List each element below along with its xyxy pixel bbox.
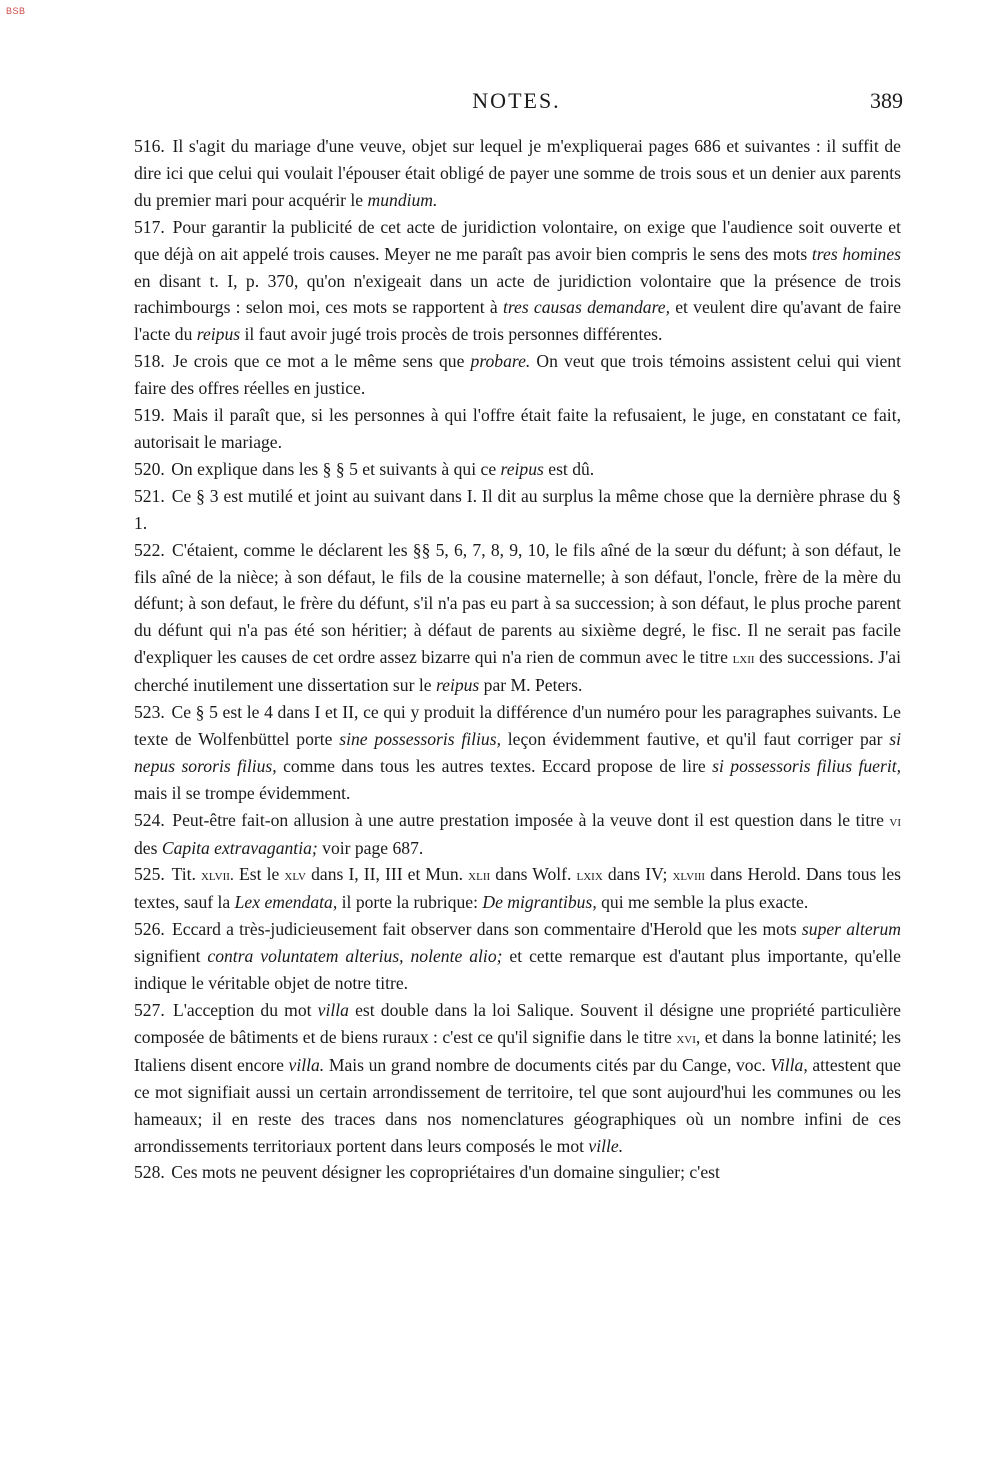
note-italic-text: mundium. (367, 189, 438, 210)
note-text: On veut que trois témoins assistent celui qui vient faire des offres réelles en justice. (134, 351, 901, 399)
note-number: 520. (134, 458, 165, 479)
note-text: Eccard a très-judicieusement fait observer dans son commentaire d'Herold que les mots (172, 919, 802, 940)
note-519 (134, 402, 901, 456)
note-text: L'acception du mot (172, 1000, 318, 1020)
note-text: Mais un grand nombre de documents cités par du Cange, voc. (324, 1054, 771, 1075)
note-text: Peut-être fait-on allusion à une autre prestation imposée à la veuve dont il est question dans le titre (172, 809, 890, 830)
note-number: 523. (134, 702, 165, 723)
note-italic-text: reipus (500, 458, 544, 479)
note-517 (134, 214, 901, 349)
note-text: leçon évidemment fautive, et qu'il faut corriger par (500, 728, 890, 749)
note-number: 521. (134, 485, 165, 506)
note-roman-numeral: xvi (676, 1028, 696, 1047)
note-text: dans Wolf. (490, 864, 577, 885)
note-number: 525. (134, 864, 165, 885)
note-text: est double dans la loi Salique. Souvent il désigne une propriété particulière composée de bâtiments et de biens ruraux : c'est ce qu'il signifie dans le titre (134, 1000, 901, 1047)
note-roman-numeral: vi (889, 811, 901, 830)
running-head (130, 88, 903, 120)
note-text: et cette remarque est d'autant plus importante, qu'elle indique le véritable objet de notre titre. (134, 946, 901, 994)
note-italic-text: contra voluntatem alterius, nolente alio; (207, 946, 503, 967)
note-522 (134, 537, 901, 699)
note-text: en disant t. I, p. 370, qu'on n'exigeait dans un acte de juridiction volontaire que la présence de trois rachimbourgs : selon moi, ces mots se rapportent à (134, 270, 901, 318)
note-number: 526. (134, 919, 165, 940)
note-text: attestent que ce mot signifiait aussi un certain arrondissement de territoire, tel que sont aujourd'hui les communes ou les hameaux; il en reste des traces dans nos nomenclatures géographiques où un nombre infini de ces arrondissements territoriaux portent dans leurs composés le mot (134, 1054, 901, 1156)
library-stamp: BSB (6, 6, 26, 16)
running-title: NOTES. (472, 88, 561, 113)
note-text: des (134, 837, 162, 858)
note-italic-text: si possessoris filius fuerit, (712, 755, 902, 776)
note-text: mais il se trompe évidemment. (134, 782, 351, 803)
note-text: dans Herold. Dans tous les textes, sauf la (134, 864, 902, 913)
note-roman-numeral: xlv (284, 866, 307, 885)
note-number: 527. (134, 1000, 165, 1020)
note-italic-text: ville. (588, 1135, 624, 1156)
note-text: et veulent dire qu'avant de faire l'acte du (134, 297, 902, 345)
note-number: 516. (134, 136, 165, 156)
note-text: , et dans la bonne latinité; les Italiens disent encore (134, 1026, 901, 1075)
note-number: 518. (134, 351, 165, 372)
note-italic-text: probare. (470, 351, 531, 372)
note-518 (134, 348, 901, 402)
note-text: Pour garantir la publicité de cet acte de juridiction volontaire, on exige que l'audience soit ouverte et que déjà on ait appelé trois causes. Meyer ne me paraît pas avoir bien compris le sens des mots (134, 216, 901, 264)
note-text: dans IV; (602, 864, 673, 885)
note-text: Mais il paraît que, si les personnes à qui l'offre était faite la refusaient, le juge, en constatant ce fait, autorisait le mariage. (134, 405, 901, 452)
note-italic-text: Capita extravagantia; (161, 837, 318, 858)
note-italic-text: reipus (196, 324, 241, 345)
note-text: dans I, II, III et Mun. (306, 864, 469, 885)
note-italic-text: super alterum (801, 919, 901, 940)
note-text: des successions. J'ai cherché inutilement une dissertation sur le (134, 647, 901, 696)
note-number: 522. (134, 539, 165, 560)
note-italic-text: tres homines (811, 243, 901, 264)
note-text: C'étaient, comme le déclarent les §§ 5, 6, 7, 8, 9, 10, le fils aîné de la sœur du défunt; à son défaut, le fils aîné de la nièce; à son défaut, le fils de la cousine maternelle; à son défaut, l'oncle, frère de la mère du défunt; à son defaut, le frère du défunt, s'il n'a pas eu part à sa succession; à son défaut, le plus proche parent du défunt qui n'a pas été son héritier; à défaut de parents au sixième degré, le fisc. Il ne serait pas facile d'expliquer les causes de cet ordre assez bizarre qui n'a rien de commun avec le titre (134, 539, 901, 668)
note-526 (134, 916, 901, 997)
note-516 (134, 133, 901, 214)
note-italic-text: tres causas demandare, (502, 297, 670, 318)
note-italic-text: reipus (435, 675, 480, 696)
note-roman-numeral: xlviii (672, 866, 706, 885)
note-number: 519. (134, 405, 165, 426)
note-italic-text: villa. (288, 1054, 325, 1075)
note-text: comme dans tous les autres textes. Eccard propose de lire (276, 755, 713, 776)
note-roman-numeral: xlvii. (200, 866, 234, 885)
note-text: Ces mots ne peuvent désigner les copropriétaires d'un domaine singulier; c'est (171, 1162, 720, 1183)
note-text: Tit. (171, 864, 201, 885)
note-text: Ce § 3 est mutilé et joint au suivant dans I. Il dit au surplus la même chose que la dernière phrase du § 1. (134, 485, 901, 533)
note-527 (134, 997, 901, 1159)
note-roman-numeral: xlii (468, 866, 491, 885)
note-528 (134, 1159, 901, 1186)
note-roman-numeral: lxii (732, 649, 755, 668)
note-text: On explique dans les § § 5 et suivants à qui ce (171, 458, 501, 479)
note-italic-text: De migrantibus, (482, 892, 597, 913)
note-525 (134, 861, 901, 916)
note-text: Je crois que ce mot a le même sens que (172, 351, 471, 372)
note-text: Ce § 5 est le 4 dans I et II, ce qui y produit la différence d'un numéro pour les paragraphes suivants. Le texte de Wolfenbüttel porte (134, 702, 901, 749)
note-521 (134, 483, 901, 537)
notes-body (134, 133, 901, 1186)
note-text: il porte la rubrique: (337, 892, 483, 913)
note-text: qui me semble la plus exacte. (596, 892, 809, 913)
note-text: voir page 687. (317, 837, 424, 858)
note-italic-text: si nepus sororis filius, (134, 728, 901, 776)
note-text: Il s'agit du mariage d'une veuve, objet sur lequel je m'expliquerai pages 686 et suivantes : il suffit de dire ici que celui qui voulait l'épouser était obligé de payer une somme de trois sous et un denier aux parents du premier mari pour acquérir le (134, 136, 901, 210)
note-text: il faut avoir jugé trois procès de trois personnes différentes. (240, 324, 663, 345)
note-524 (134, 807, 901, 862)
note-text: signifient (134, 946, 208, 967)
note-italic-text: sine possessoris filius, (339, 728, 501, 749)
note-roman-numeral: lxix (576, 866, 603, 885)
note-number: 524. (134, 809, 165, 830)
note-text: Est le (233, 864, 285, 885)
note-text: par M. Peters. (479, 675, 583, 696)
note-number: 528. (134, 1162, 165, 1183)
note-number: 517. (134, 216, 165, 237)
note-520 (134, 456, 901, 483)
note-italic-text: Lex emendata, (234, 892, 338, 913)
note-italic-text: Villa, (770, 1054, 808, 1075)
note-text: est dû. (543, 458, 595, 479)
page-number: 389 (870, 88, 903, 113)
note-523 (134, 699, 901, 807)
note-italic-text: villa (317, 1000, 349, 1020)
